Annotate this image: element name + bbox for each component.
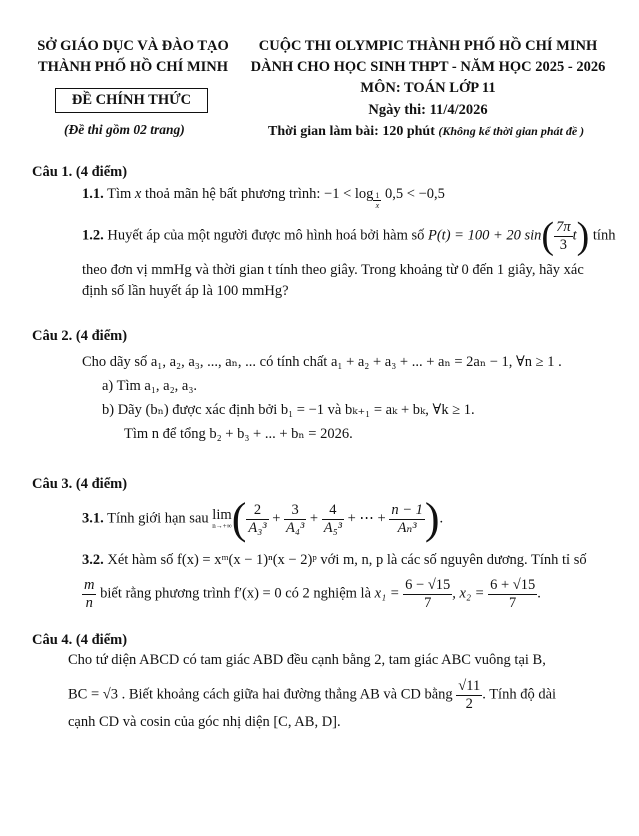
question-4-line-2 [68, 678, 556, 712]
ratio-fraction: $\frac{m}{n}$ [84, 577, 95, 611]
q3-2-text: Xét hàm số f(x) = xᵐ(x − 1)ⁿ(x − 2)ᵖ với m, n, p là các số nguyên dương. Tính tỉ số [107, 552, 587, 568]
limit-operator: lim n→+∞ [212, 507, 232, 530]
question-2-part-a: a) Tìm a₁, a₂, a₃. [102, 378, 198, 394]
q3-1-label: 3.1. [82, 510, 104, 527]
question-1-1 [82, 186, 445, 210]
question-3-2-line-2: $\frac{m}{n}$ biết rằng phương trình f′(x) = 0 có 2 nghiệm là x₁ = $\frac{6 - √15}{7}$ , x₂ = $\frac{6 + √15}{7}$ . [84, 577, 541, 611]
q1-1-math-a: −1 < log [324, 186, 374, 202]
question-1-2-line-2: theo đơn vị mmHg và thời gian t tính theo giây. Trong khoảng từ 0 đến 1 giây, hãy xác [82, 262, 584, 278]
limit-dots: + ⋯ + [347, 510, 386, 527]
q1-1-math-b: 0,5 < −0,5 [385, 186, 445, 202]
q1-2-text: Huyết áp của một người được mô hình hoá bởi hàm số [107, 227, 425, 244]
pages-note: (Đề thi gồm 02 trang) [64, 122, 185, 137]
q3-2-text-2: biết rằng phương trình f′(x) = 0 có 2 nghiệm là [100, 585, 372, 602]
question-4-title: Câu 4. (4 điểm) [32, 632, 128, 648]
question-2-part-b: b) Dãy (bₙ) được xác định bởi b₁ = −1 và bₖ₊₁ = aₖ + bₖ, ∀k ≥ 1. [102, 402, 475, 418]
limit-term-3: $\frac{4}{\text{A₅³}}$ [323, 501, 342, 536]
city-name: THÀNH PHỐ HỒ CHÍ MINH [37, 59, 229, 75]
duration-note: (Không kể thời gian phát đề ) [438, 124, 585, 138]
log-base: $\frac{1}{x}$ [375, 190, 380, 210]
q4-line-2a: BC = √3 . Biết khoảng cách giữa hai đường thẳng AB và CD bằng [68, 686, 453, 703]
question-1-title: Câu 1. (4 điểm) [32, 164, 128, 180]
question-4-line-3: cạnh CD và cosin của góc nhị diện [C, AB, D]. [68, 714, 341, 730]
root-x2-label: , x₂ = [452, 585, 485, 602]
q4-line-2b: . Tính độ dài [482, 686, 557, 703]
q1-2-function: P(t) = 100 + 20 sin [428, 227, 542, 244]
q1-2-label: 1.2. [82, 227, 104, 244]
q1-2-t: t [572, 227, 577, 244]
question-3-2 [82, 552, 587, 569]
question-3-1: 3.1. Tính giới hạn sau lim n→+∞ ( $\frac{2}{\text{A₃³}}$ + $\frac{3}{\text{A₄³}}$ + $\frac{4}{\text{A₅³}}$ + ⋯ + $\frac{n - 1}{\text{Aₙ³}}$ ). [82, 494, 444, 543]
limit-term-2: $\frac{3}{\text{A₄³}}$ [286, 501, 305, 536]
question-2-intro: Cho dãy số a₁, a₂, a₃, ..., aₙ, ... có tính chất a₁ + a₂ + a₃ + ... + aₙ = 2aₙ − 1, ∀n ≥ 1 . [82, 354, 562, 370]
duration-label: Thời gian làm bài: 120 phút [268, 124, 435, 139]
question-2-part-b-line-2: Tìm n để tổng b₂ + b₃ + ... + bₙ = 2026. [124, 426, 353, 442]
q1-1-variable: x [134, 186, 142, 202]
official-exam-label: ĐỀ CHÍNH THỨC [55, 88, 208, 113]
exam-date: Ngày thi: 11/4/2026 [368, 102, 488, 118]
question-1-2: 1.2. Huyết áp của một người được mô hình hoá bởi hàm số P(t) = 100 + 20 sin( $\frac{7\pi}{3}$ t) tính [82, 215, 616, 257]
contest-subtitle: DÀNH CHO HỌC SINH THPT - NĂM HỌC 2025 - 2026 [250, 59, 606, 75]
question-2-title: Câu 2. (4 điểm) [32, 328, 128, 344]
root-x1: $\frac{6 - √15}{7}$ [405, 577, 451, 611]
q3-2-label: 3.2. [82, 552, 104, 568]
distance-fraction: $\frac{√11}{2}$ [458, 678, 481, 712]
question-1-2-line-3: định số lần huyết áp là 100 mmHg? [82, 283, 289, 299]
limit-term-n: $\frac{n - 1}{\text{Aₙ³}}$ [391, 501, 423, 536]
limit-term-1: $\frac{2}{\text{A₃³}}$ [248, 501, 267, 536]
question-4-line-1: Cho tứ diện ABCD có tam giác ABD đều cạnh bằng 2, tam giác ABC vuông tại B, [68, 652, 546, 668]
q1-1-text-2: thoả mãn hệ bất phương trình: [144, 186, 321, 202]
root-x2: $\frac{6 + √15}{7}$ [490, 577, 536, 611]
q3-1-text: Tính giới hạn sau [107, 510, 209, 527]
department-name: SỞ GIÁO DỤC VÀ ĐÀO TẠO [37, 38, 229, 54]
question-3-title: Câu 3. (4 điểm) [32, 476, 128, 492]
root-x1-label: x₁ = [374, 585, 400, 602]
q1-1-text: Tìm [107, 186, 132, 202]
q1-2-fraction: $\frac{7\pi}{3}$ [556, 218, 571, 253]
subject-title: MÔN: TOÁN LỚP 11 [360, 80, 496, 96]
q1-2-text-end: tính [592, 227, 616, 244]
contest-title: CUỘC THI OLYMPIC THÀNH PHỐ HỒ CHÍ MINH [258, 38, 598, 54]
q1-1-label: 1.1. [82, 186, 104, 202]
exam-duration [268, 124, 584, 140]
